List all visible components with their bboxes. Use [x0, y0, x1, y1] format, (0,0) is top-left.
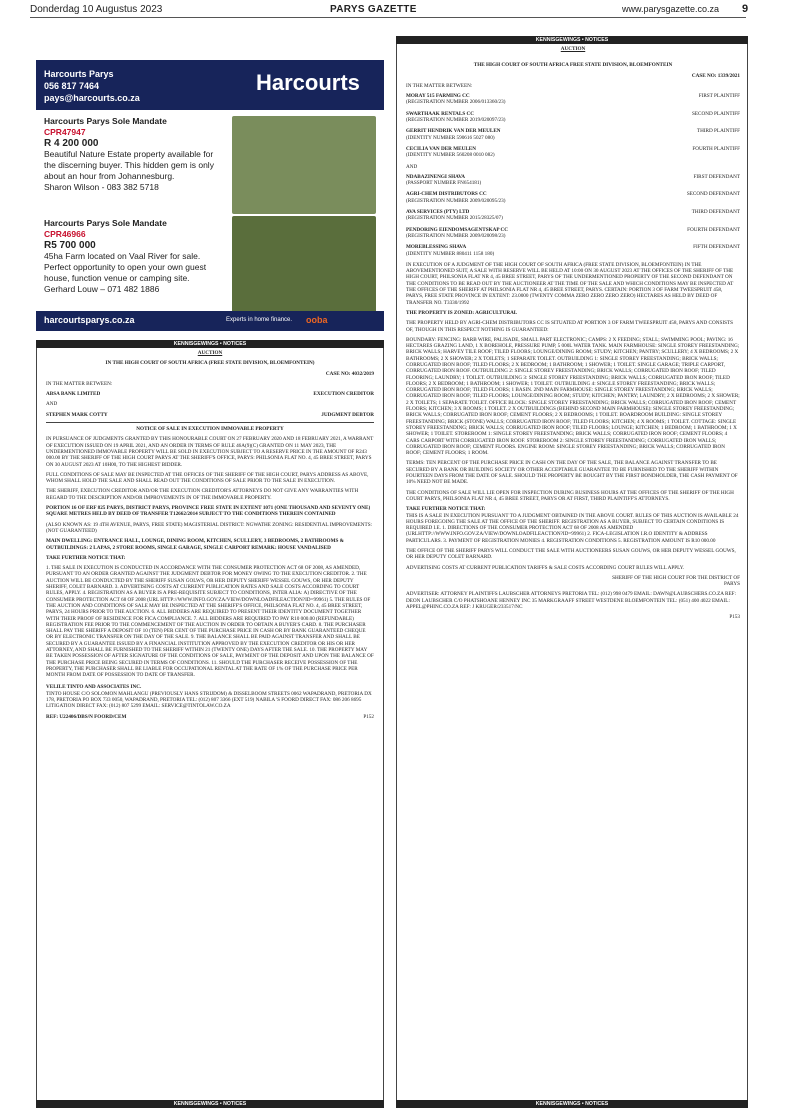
party-id: (REGISTRATION NUMBER 2006/013360/23): [406, 99, 506, 106]
party-id: (REGISTRATION NUMBER 2019/020097/23): [406, 117, 506, 124]
agent-email[interactable]: pays@harcourts.co.za: [44, 93, 140, 103]
sale-conditions: 1. THE SALE IN EXECUTION IS CONDUCTED IN ACCORDANCE WITH THE CONSUMER PROTECTION ACT 68 OF 2008, AS AMENDED, PURSUANT TO AN ORDER GRANTED AGAINST THE JUDGMENT DEBTOR FOR MONEY OWING TO THE EXECUTION CREDITOR. 2. THE AUCTION WILL BE CONDUCTED BY THE SHERIFF SUSAN GOLWS, OR HER DEPUTY SHERIFF WESSEL GOUWS, OR HER DEPUTY SHERIFF, COLET BARNARD. 3. ADVERTISING COSTS AT CURRENT PUBLICATION RATES AND SALE COSTS ACCORDING TO COURT RULES, APPLY. 4. REGISTRATION AS A BUYER IS A PRE-REQUISITE SUBJECT TO CONDITIONS, INTER ALIA: A) DIRECTIVE OF THE CONSUMER PROTECTION ACT 68 OF 2008 (URL HTTP://WWW.INFO.GOV.ZA/VIEW/DOWNLOADFILEACTION?ID=99961) 5. THE RULES OF THE AUCTION AND CONDITIONS OF SALE MAY BE INSPECTED AT THE SHERIFF'S OFFICE, PHILSONIA FLAT NO. 4, 45 BREE STREET, PARYS, 24 HOURS PRIOR TO THE AUCTION. 6. ALL BIDDERS ARE REQUIRED TO PRESENT THEIR IDENTITY DOCUMENT TOGETHER WITH THEIR PROOF OF RESIDENCE FOR FICA COMPLIANCE. 7. ALL BIDDERS ARE REQUIRED TO PAY R10 000.00 (REFUNDABLE) REGISTRATION FEE PRIOR TO THE COMMENCEMENT OF THE AUCTION IN ORDER TO OBTAIN A BUYER'S CARD. 8. THE PURCHASER SHALL PAY THE SHERIFF A DEPOSIT OF 10 (TEN) PER CENT OF THE PURCHASE PRICE IN CASH OR BY BANK GUARANTEED CHEQUE OR BY ELECTRONIC TRANSFER ON THE DAY OF THE SALE. 9. THE BALANCE SHALL BE PAID AGAINST TRANSFER AND SHALL BE SECURED BY A GUARANTEE ISSUED BY A FINANCIAL INSTITUTION APPROVED BY THE EXECUTION CREDITOR OR HIS OR HER ATTORNEY, AND SHALL BE FURNISHED TO THE SHERIFF WITHIN 21 (TWENTY ONE) DAYS AFTER THE SALE. 10. THE PROPERTY MAY BE TAKEN POSSESSION OF AFTER SIGNATURE OF THE CONDITIONS OF SALE, PAYMENT OF THE DEPOSIT AND UPON THE BALANCE OF THE PURCHASE PRICE BEING SECURED IN TERMS OF CONDITIONS. 11. SHOULD THE PURCHASER RECEIVE POSSESSION OF THE PROPERTY, THE PURCHASER SHALL BE LIABLE FOR OCCUPATIONAL RENTAL AT THE RATE OF 1% OF THE PURCHASE PRICE PER MONTH FROM DATE OF POSSESSION TO DATE OF TRANSFER.: [46, 565, 374, 679]
notice-code: P153: [729, 614, 740, 621]
ref-row: [46, 714, 374, 720]
court-heading: THE HIGH COURT OF SOUTH AFRICA FREE STATE DIVISION, BLOEMFONTEIN: [473, 62, 673, 69]
notice-paragraph: THE PROPERTY HELD BY AGRI-CHEM DISTRIBUTORS CC IS SITUATED AT PORTION 3 OF FARM TWEESPRUIT 458, PARYS AND CONSISTS OF, THOUGH IN THIS RESPECT NOTHING IS GUARANTEED:: [406, 320, 734, 333]
party-id: (PASSPORT NUMBER FN654181): [406, 180, 482, 187]
advert-header: [36, 60, 384, 110]
ooba-logo: ooba: [306, 315, 328, 325]
party: [406, 174, 740, 187]
listing-ref: CPR46966: [44, 229, 86, 239]
party-role: THIRD DEFENDANT: [691, 209, 740, 216]
advert-footer: [36, 311, 384, 331]
party-name: ABSA BANK LIMITED: [46, 391, 101, 398]
listing-title: Harcourts Parys Sole Mandate: [44, 116, 167, 126]
left-notice-body: [46, 350, 374, 1094]
listing-2: [44, 218, 224, 295]
notice-title: NOTICE OF SALE IN EXECUTION IMMOVABLE PROPERTY: [46, 422, 374, 432]
party: [406, 191, 740, 204]
party-name: NDABAZINENGI SHAVA: [406, 173, 466, 180]
listing-2-photo: [232, 216, 376, 314]
harcourts-logo: Harcourts: [256, 70, 360, 95]
property-improvements: BOUNDARY: FENCING: BARB WIRE, PALISADE, SMALL PART ELECTRONIC; CAMPS: 2 X FEEDING; STALL; SWIMMING POOL; PAVING: 16 HECTARES GRAZING LAND, 1 X BOREHOLE, PRESSURE PUMP, 5 000L WATER TANK. MAIN FARMHOUSE: SINGLE STOREY FREESTANDING; BRICK WALLS; HARVEY TILE ROOF; TILED FLOORS; LOUNGE/DINING ROOM; STUDY; KITCHEN; PANTRY; SCULLERY; 4 X BEDROOMS; 2 X BATHROOMS; 2 X SHOWER; 2 X TOILETS; 1 SEPARATE TOILET. OUTBUILDING 1: SINGLE STOREY FREESTANDING; BRICK WALLS; CORRUGATED IRON ROOF; TILED FLOORS; 2 X BEDROOM; 1 BATHROOM; 1 SHOWER; 1 TOILET. SINGLE GARAGE; TRIPLE CARPORT, CORRUGATED IRON ROOF. OUTBUILDING 2: SINGLE STOREY FREESTANDING; BRICK WALLS; CORRUGATED IRON ROOF; TILED FLOORING; LAUNDRY; 1 TOILET. OUTBUILDING 3: SINGLE STOREY FREESTANDING; BRICK WALLS; CORRUGATED IRON ROOF; TILED FLOORS; 2 X BEDROOM; 1 BATHROOM; 1 SHOWER; 1 TOILET. OUTBUILDING 4: SINGLE STOREY FREESTANDING; BRICK WALLS; CORRUGATED IRON ROOF; TILED FLOORS; 1 BASIN. 2ND MAIN FARMHOUSE: SINGLE STOREY FREESTANDING; BRICK WALLS; CORRUGATED IRON ROOF; TILED FLOORS; LOUNGE/DINING ROOM; STUDY; KITCHEN; PANTRY; LAUNDRY; 2 X BEDROOMS; 2 X SHOWER; 2 X TOILETS; 1 SEPARATE TOILET. OFFICE BLOCK: SINGLE STOREY FREESTANDING; BRICK WALLS; CORRUGATED IRON ROOF; CEMENT FLOORS; KITCHEN; 3 X ROOMS; 1 TOILET. 2 X OUTBUILDINGS (BEHIND SECOND MAIN FARMHOUSE): SINGLE STOREY FREESTANDING; BRICK WALLS; CORRUGATED IRON ROOF; CEMENT FLOORS; 2 X BEDROOMS; 1 TOILET. BOARDROOM BUILDING: SINGLE STOREY FREESTANDING; BRICK (STONE) WALLS; CORRUGATED IRON ROOF; TILED FLOORS; KITCHEN; 4 X ROOMS; 1 TOILET. COTTAGE: SINGLE STOREY FREESTANDING; BRICK WALLS; CORRUGATED IRON ROOF; TILED FLOORS; LOUNGE; KITCHEN; 1 BEDROOM; 1 BATHROOM; 1 X SHOWER; 1 TOILET. STOREROOM 1: SINGLE STOREY FREESTANDING; BRICK WALLS; CORRUGATED IRON ROOF; CEMENT FLOORS; 4 CARS CARPORT WITH CORRUGATED IRON ROOF. STOREROOM 2: SINGLE STOREY FREESTANDING; CORRUGATED IRON WALLS; CORRUGATED IRON ROOF; CEMENT FLOORS. ENGINE ROOM: SINGLE STOREY FREESTANDING; BRICK WALLS; CORRUGATED IRON ROOF; CEMENT FLOORS; 1 ROOM.: [406, 336, 740, 457]
improvements: MAIN DWELLING: ENTRANCE HALL, LOUNGE, DINING ROOM, KITCHEN, SCULLERY, 3 BEDROOMS, 2 BATHROOMS & OUTBUILDINGS: 2 LAPAS, 2 STORE ROOMS, SINGLE GARAGE, SINGLE CARPORT REMARK: HOUSE VANDALISED: [46, 538, 344, 551]
notice-paragraph: THE SHERIFF, EXECUTION CREDITOR AND/OR THE EXECUTION CREDITOR'S ATTORNEYS DO NOT GIVE ANY WARRANTIES WITH REGARD TO THE DESCRIPTION AND/OR IMPROVEMENTS IN OF THE IMMOVABLE PROPERTY.: [46, 488, 359, 501]
notice-code: P152: [363, 713, 374, 720]
paper-name: PARYS GAZETTE: [330, 4, 417, 15]
case-number: CASE NO: 4032/2019: [325, 370, 374, 377]
page-number: 9: [742, 3, 749, 15]
notices-band: KENNISGEWINGS • NOTICES: [36, 340, 384, 348]
header-rule: [30, 17, 746, 18]
party-name: GERRIT HENDRIK VAN DER MEULEN: [406, 128, 501, 135]
and-label: AND: [406, 163, 418, 170]
party-id: (REGISTRATION NUMBER 2015/28325/07): [406, 215, 503, 222]
notice-paragraph: ADVERTISING COSTS AT CURRENT PUBLICATION TARIFFS & SALE COSTS ACCORDING COURT RULES WILL APPLY.: [406, 564, 685, 571]
notices-band-bottom: KENNISGEWINGS • NOTICES: [396, 1100, 748, 1108]
notice-paragraph: THE OFFICE OF THE SHERIFF PARYS WILL CONDUCT THE SALE WITH AUCTIONEERS SUSAN GOUWS, OR HER DEPUTY WESSEL GOUWS, OR HER DEPUTY COLET BARNARD.: [406, 548, 736, 561]
party-id: (IDENTITY NUMBER 560208 0010 082): [406, 152, 495, 159]
party-row: [46, 412, 374, 418]
party-role: FIFTH DEFENDANT: [693, 244, 740, 251]
party-name: MORAY 515 FARMING CC: [406, 93, 470, 100]
listing-description: 45ha Farm located on Vaal River for sale. Perfect opportunity to open your own guest house, function venue or camping site.: [44, 251, 207, 283]
party-name: SWARTHAAK RENTALS CC: [406, 110, 475, 117]
page-header: [0, 0, 786, 24]
agent-name: Harcourts Parys: [44, 69, 114, 79]
listing-title: Harcourts Parys Sole Mandate: [44, 218, 167, 228]
party-role: SECOND DEFENDANT: [686, 191, 740, 198]
notices-band-bottom: KENNISGEWINGS • NOTICES: [36, 1100, 384, 1108]
zoning: THE PROPERTY IS ZONED: AGRICULTURAL: [406, 309, 518, 316]
listing-contact: Sharon Wilson - 083 382 5718: [44, 182, 159, 192]
party-id: (IDENTITY NUMBER 590616 5027 080): [406, 134, 495, 141]
advert-slogan: Experts in home finance.: [226, 317, 293, 323]
matter-between: IN THE MATTER BETWEEN:: [406, 82, 473, 89]
party: [406, 111, 740, 124]
sheriff-signature: SHERIFF OF THE HIGH COURT FOR THE DISTRICT OF PARYS: [612, 574, 740, 588]
party-name: PENDORING EIENDOMSAGENTSKAP CC: [406, 226, 509, 233]
attorney-details: TINTO HOUSE C/O SOLOMON MAHLANGU (PREVIOUSLY HANS STRIJDOM) & DISSELBOOM STREETS 0062 WAPADRAND, PRETORIA DX 178, PRETORIA PO BOX 733 0050, WAPADRAND, PRETORIA TEL: (012) 807 3366 (EXT 519) NABILA 'S FOORD DIRECT FAX: 086 206 8695 LITIGATION DIRECT FAX: (012) 807 5299 EMAIL: SERVICE@TINTOLAW.CO.ZA: [46, 690, 372, 710]
sale-terms: TERMS: TEN PERCENT OF THE PURCHASE PRICE IN CASH ON THE DAY OF THE SALE, THE BALANCE AGAINST TRANSFER TO BE SECURED BY A BANK OR BUILDING SOCIETY OR OTHER ACCEPTABLE GUARANTEE TO BE FURNISHED TO THE SHERIFF WITHIN FOURTEEN DAYS FROM THE DATE OF SALE. SHOULD THE PROPERTY BE BOUGHT BY THE FIRST BONDHOLDER, THE CASH PAYMENT OF 10% NEED NOT BE MADE.: [406, 460, 738, 486]
party-role: THIRD PLAINTIFF: [696, 128, 740, 135]
listing-price: R 4 200 000: [44, 138, 99, 149]
party: [406, 244, 740, 257]
party: [406, 227, 740, 240]
and-label: AND: [46, 401, 58, 408]
party-role: FIRST PLAINTIFF: [698, 93, 740, 100]
website-link[interactable]: www.parysgazette.co.za: [622, 4, 720, 14]
listing-1: [44, 116, 224, 193]
right-notice-body: [406, 46, 740, 1096]
attorney-firm: VELILE TINTO AND ASSOCIATES INC.: [46, 684, 142, 691]
listing-description: Beautiful Nature Estate property available for the discerning buyer. This hidden gem is only about an hour from Johannesburg.: [44, 149, 214, 181]
party-id: (IDENTITY NUMBER 880411 1158 180): [406, 250, 495, 257]
auction-heading: AUCTION: [197, 350, 223, 356]
party-name: STEPHEN MARK COTTY: [46, 411, 108, 418]
take-notice-heading: TAKE FURTHER NOTICE THAT:: [406, 506, 486, 513]
party-name: CECILIA VAN DER MEULEN: [406, 145, 476, 152]
agent-phone: 056 817 7464: [44, 81, 100, 91]
party-role: FOURTH PLAINTIFF: [692, 145, 740, 152]
party-role: FIRST DEFENDANT: [693, 173, 740, 180]
party: [406, 146, 740, 159]
party: [406, 128, 740, 141]
party: [406, 93, 740, 106]
party-name: MOREBLESSING SHAVA: [406, 244, 467, 251]
case-number: CASE NO: 1339/2021: [691, 72, 740, 79]
take-notice-heading: TAKE FURTHER NOTICE THAT:: [46, 554, 126, 561]
party-id: (REGISTRATION NUMBER 2009/020098/23): [406, 232, 506, 239]
listing-contact: Gerhard Louw – 071 482 1886: [44, 284, 160, 294]
listing-ref: CPR47947: [44, 127, 86, 137]
issue-date: Donderdag 10 Augustus 2023: [30, 4, 163, 15]
listing-1-photo: [232, 116, 376, 214]
harcourts-advert: [36, 60, 384, 331]
party-id: (REGISTRATION NUMBER 2009/020095/23): [406, 197, 506, 204]
defendants: [406, 174, 740, 257]
matter-between: IN THE MATTER BETWEEN:: [46, 380, 113, 387]
party-role: EXECUTION CREDITOR: [313, 391, 374, 398]
notice-paragraph: IN PURSUANCE OF JUDGMENTS GRANTED BY THIS HONOURABLE COURT ON 27 FEBRUARY 2020 AND 18 FEBRUARY 2021, A WARRANT OF EXECUTION ISSUED ON 19 APRIL 2021, AND AN ORDER IN TERMS OF RULE 46A(9)(C) GRANTED ON 11 MAY 2023, THE UNDERMENTIONED IMMOVABLE PROPERTY WILL BE SOLD IN EXECUTION SUBJECT TO A RESERVE PRICE IN THE AMOUNT OF R243 000.00 BY THE SHERIFF OF THE HIGH COURT PARYS AT THE SHERIFF'S OFFICE, PARYS: PHILSONIA FLAT NO. 4, 45 BREE STREET, PARYS ON 30 AUGUST 2023 AT 10H00, TO THE HIGHEST BIDDER.: [46, 436, 374, 468]
party-row: [46, 391, 374, 397]
party-role: JUDGMENT DEBTOR: [321, 411, 374, 418]
notice-paragraph: THE CONDITIONS OF SALE WILL LIE OPEN FOR INSPECTION DURING BUSINESS HOURS AT THE OFFICES OF THE SHERIFF OF THE HIGH COURT PARYS, PHILSONIA FLAT NR 4, 45 BREE STREET, PARYS OR AT FIRST, THIRD PLAINTIFF'S ATTORNEYS.: [406, 489, 734, 502]
plaintiffs: [406, 93, 740, 158]
court-heading: IN THE HIGH COURT OF SOUTH AFRICA (FREE STATE DIVISION, BLOEMFONTEIN): [105, 360, 315, 367]
attorney-ref: REF: U22406/DBS/N FOORD/CEM: [46, 713, 127, 720]
property-address: (ALSO KNOWN AS: 19 4TH AVENUE, PARYS, FREE STATE) MAGISTERIAL DISTRICT: NGWATHE ZONING: RESIDENTIAL IMPROVEMENTS: (NOT GUARANTEED): [46, 521, 373, 534]
property-description: PORTION 16 OF ERF 825 PARYS, DISTRICT PARYS, PROVINCE FREE STATE IN EXTENT 1071 (ONE THOUSAND AND SEVENTY ONE) SQUARE METRES HELD BY DEED OF TRANSFER T12662/2014 SUBJECT TO THE CONDITIONS THEREIN CONTAINED: [46, 505, 371, 518]
notices-band: KENNISGEWINGS • NOTICES: [396, 36, 748, 44]
party: [406, 209, 740, 222]
agent-details: [44, 68, 140, 104]
notice-paragraph: FULL CONDITIONS OF SALE MAY BE INSPECTED AT THE OFFICES OF THE SHERIFF OF THE HIGH COURT, PARYS ADDRESS AS ABOVE, WHOM SHALL HOLD THE SALE AND SHALL READ OUT THE CONDITIONS OF SALE PRIOR TO THE SALE IN EXECUTION.: [46, 471, 369, 485]
party-role: FOURTH DEFENDANT: [687, 226, 740, 233]
advert-website[interactable]: harcourtsparys.co.za: [44, 315, 135, 325]
party-role: SECOND PLAINTIFF: [692, 110, 740, 117]
auction-heading: AUCTION: [560, 46, 586, 52]
listing-price: R5 700 000: [44, 240, 96, 251]
party-name: AVA SERVICES (PTY) LTD: [406, 209, 470, 216]
advertiser-details: ADVERTISER: ATTORNEY PLAINTIFFS LAUBSCHER ATTORNEYS PRETORIA TEL: (012) 998 0479 EMAIL: DAWN@LAUBSCHERS.CO.ZA REF: DEON LAUBSCHER C/O PHATSHOANE HENNEY INC 35 MARKGRAAFF STREET WESTDENE BLOEMFONTEIN TEL: (051) 400 4022 EMAIL: APPEL@PHINC.CO.ZA REF: J KRUGER/233517/NC: [406, 591, 737, 611]
notice-paragraph: IN EXECUTION OF A JUDGMENT OF THE HIGH COURT OF SOUTH AFRICA (FREE STATE DIVISION, BLOEMFONTEIN) IN THE ABOVEMENTIONED SUIT, A SALE WITH RESERVE WILL BE HELD AT 10:00 ON 30 AUGUST 2023 AT THE OFFICES OF THE SHERIFF OF THE HIGH COURT, PHILSONIA FLAT NR 4, 45 BREE STREET, PARYS OF THE UNDERMENTIONED PROPERTY OF THE SECOND DEFENDANT ON THE CONDITIONS TO BE READ OUT BY THE AUCTIONEER AT THE TIME OF THE SALE AND WHICH CONDITIONS MAY BE INSPECTED AT THE OFFICES OF THE SHERIFF AT PHILSONIA FLAT NR 4, 45 BREE STREET, PARYS. CERTAIN: PORTION 3 OF FARM TWEESPRUIT 458, PARYS, FREE STATE PROVINCE IN EXTENT: 23.0000 (TWENTY COMMA ZERO ZERO ZERO ZERO) HECTARES AS HELD BY DEED OF TRANSFER NO. T3330/1992: [406, 261, 734, 306]
party-name: AGRI-CHEM DISTRIBUTORS CC: [406, 191, 487, 198]
registration-conditions: THIS IS A SALE IN EXECUTION PURSUANT TO A JUDGMENT OBTAINED IN THE ABOVE COURT. RULES OF THIS AUCTION IS AVAILABLE 24 HOURS FOREGOING THE SALE AT THE OFFICE OF THE SHERIFF. REGISTRATION AS A BUYER, SUBJECT TO CERTAIN CONDITIONS IS REQUIRED I.E. 1. DIRECTIONS OF THE CONSUMER PROTECTION ACT 68 OF 2008 AS AMENDED (URLHTTP://WWW.INFO.GOV.ZA/VIEW/DOWNLOADFILEACTION?ID=99961) 2. FICA-LEGISLATION I.R.O IDENTITY & ADDRESS PARTICULARS. 3. PAYMENT OF REGISTRATION MONIES 4. REGISTRATION CONDITIONS 5. REGISTRATION AMOUNT IS R10 000.00: [406, 512, 739, 544]
